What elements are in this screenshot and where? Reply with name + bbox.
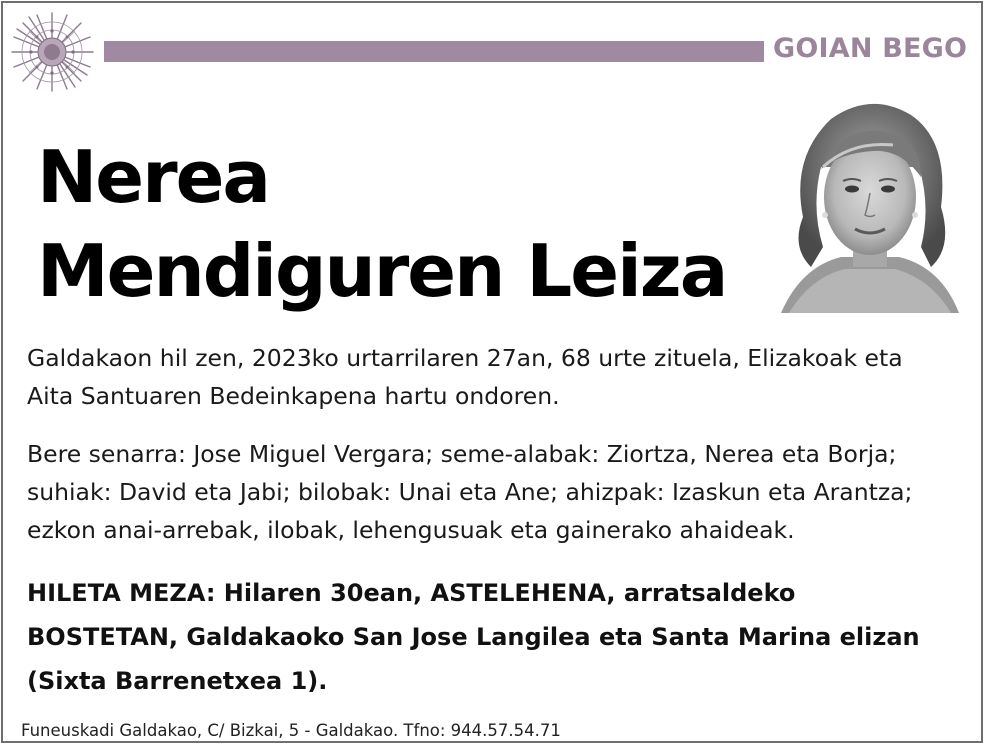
text-line: HILETA MEZA: Hilaren 30ean, ASTELEHENA, arratsaldeko <box>27 579 796 607</box>
deceased-surnames: Mendiguren Leiza <box>37 229 727 313</box>
funeral-mass-paragraph <box>27 571 967 703</box>
obituary-card <box>1 1 983 743</box>
header-label: GOIAN BEGO <box>773 33 968 64</box>
text-line: BOSTETAN, Galdakaoko San Jose Langilea eta Santa Marina elizan <box>27 623 920 651</box>
text-line: Bere senarra: Jose Miguel Vergara; seme-alabak: Ziortza, Nerea eta Borja; <box>27 440 897 468</box>
text-line: suhiak: David eta Jabi; bilobak: Unai eta Ane; ahizpak: Izaskun eta Arantza; <box>27 478 913 506</box>
family-paragraph <box>27 435 967 549</box>
text-line: (Sixta Barrenetxea 1). <box>27 667 328 695</box>
text-line: Galdakaon hil zen, 2023ko urtarrilaren 27an, 68 urte zituela, Elizakoak eta <box>27 344 903 372</box>
death-notice-paragraph <box>27 339 967 415</box>
funeral-home-footer: Funeuskadi Galdakao, C/ Bizkai, 5 - Galdakao. Tfno: 944.57.54.71 <box>21 721 561 740</box>
text-line: Aita Santuaren Bedeinkapena hartu ondoren. <box>27 382 560 410</box>
thistle-flower-icon <box>9 11 95 93</box>
portrait-photo <box>781 97 959 313</box>
text-line: ezkon anai-arrebak, ilobak, lehengusuak eta gainerako ahaideak. <box>27 516 795 544</box>
header-accent-bar <box>104 41 764 62</box>
deceased-first-name: Nerea <box>37 135 270 219</box>
